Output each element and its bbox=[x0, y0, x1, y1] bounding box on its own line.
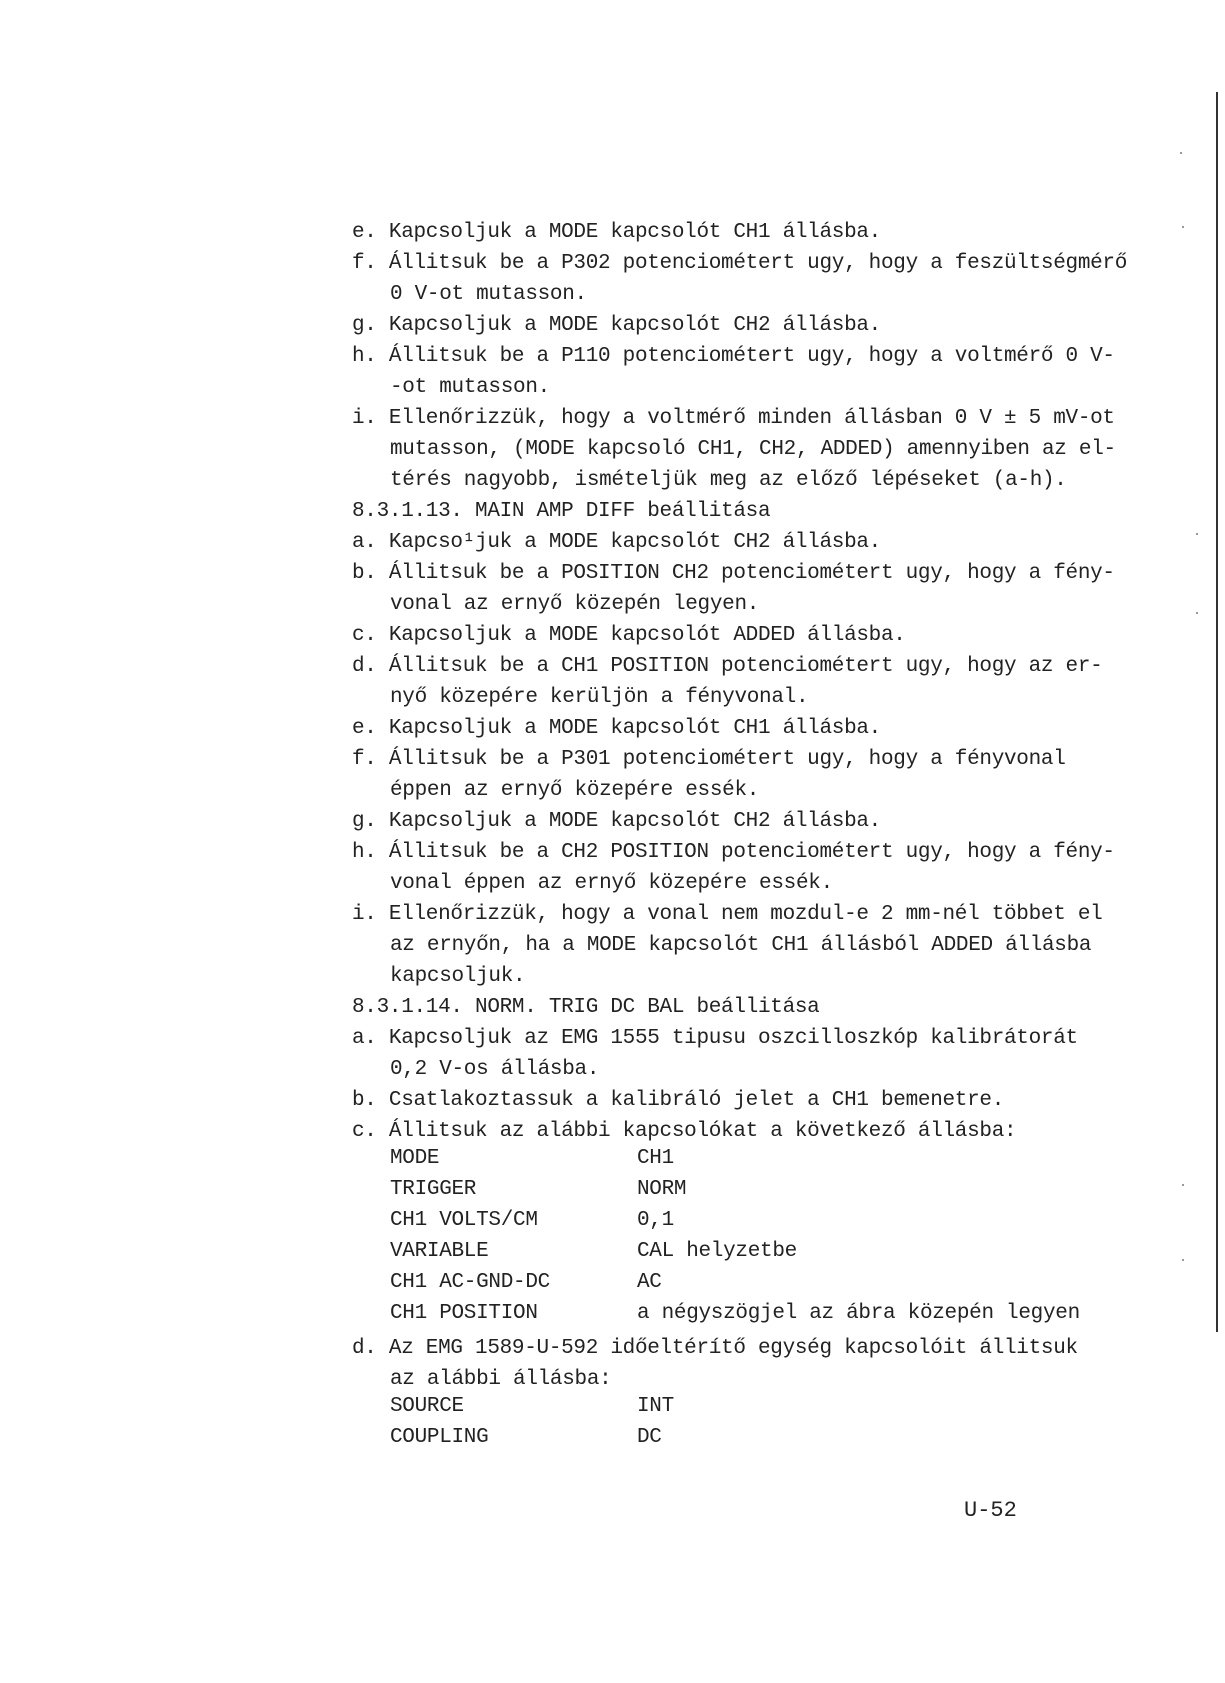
text-line: 0,2 V-os állásba. bbox=[390, 1058, 600, 1081]
setting-value: NORM bbox=[637, 1178, 687, 1201]
text-line: 0 V-ot mutasson. bbox=[390, 283, 587, 306]
setting-value: DC bbox=[637, 1426, 662, 1449]
setting-value: CAL helyzetbe bbox=[637, 1240, 797, 1263]
text-line: c. Állitsuk az alábbi kapcsolókat a következő állásba: bbox=[352, 1120, 1017, 1143]
text-line: g. Kapcsoljuk a MODE kapcsolót CH2 állásba. bbox=[352, 810, 881, 833]
setting-value: AC bbox=[637, 1271, 662, 1294]
text-line: i. Ellenőrizzük, hogy a voltmérő minden állásban 0 V ± 5 mV-ot bbox=[352, 407, 1115, 430]
setting-name: TRIGGER bbox=[390, 1178, 477, 1201]
setting-name: SOURCE bbox=[390, 1395, 464, 1418]
text-line: vonal éppen az ernyő közepére essék. bbox=[390, 872, 833, 895]
scan-speck bbox=[1196, 533, 1198, 535]
scan-speck bbox=[1182, 1184, 1184, 1186]
text-line: d. Állitsuk be a CH1 POSITION potenciométert ugy, hogy az er- bbox=[352, 655, 1103, 678]
setting-value: CH1 bbox=[637, 1147, 674, 1170]
text-line: h. Állitsuk be a P110 potenciométert ugy, hogy a voltmérő 0 V- bbox=[352, 345, 1115, 368]
setting-value: 0,1 bbox=[637, 1209, 674, 1232]
text-line: d. Az EMG 1589-U-592 időeltérítő egység kapcsolóit állitsuk bbox=[352, 1337, 1078, 1360]
text-line: e. Kapcsoljuk a MODE kapcsolót CH1 állásba. bbox=[352, 717, 881, 740]
right-edge-rule bbox=[1216, 92, 1218, 1332]
text-line: az alábbi állásba: bbox=[390, 1368, 612, 1391]
scan-speck bbox=[1182, 226, 1184, 228]
text-line: a. Kapcsoljuk az EMG 1555 tipusu oszcilloszkóp kalibrátorát bbox=[352, 1027, 1078, 1050]
text-line: b. Csatlakoztassuk a kalibráló jelet a CH1 bemenetre. bbox=[352, 1089, 1005, 1112]
text-line: kapcsoljuk. bbox=[390, 965, 526, 988]
text-line: a. Kapcso¹juk a MODE kapcsolót CH2 állásba. bbox=[352, 531, 881, 554]
text-line: f. Állitsuk be a P302 potenciométert ugy, hogy a feszültségmérő bbox=[352, 252, 1128, 275]
text-line: i. Ellenőrizzük, hogy a vonal nem mozdul-e 2 mm-nél többet el bbox=[352, 903, 1103, 926]
setting-name: COUPLING bbox=[390, 1426, 489, 1449]
section-heading: 8.3.1.14. NORM. TRIG DC BAL beállitása bbox=[352, 996, 820, 1019]
scan-speck bbox=[1196, 612, 1198, 614]
text-line: f. Állitsuk be a P301 potenciométert ugy, hogy a fényvonal bbox=[352, 748, 1066, 771]
text-line: térés nagyobb, ismételjük meg az előző lépéseket (a-h). bbox=[390, 469, 1067, 492]
text-line: h. Állitsuk be a CH2 POSITION potenciométert ugy, hogy a fény- bbox=[352, 841, 1115, 864]
text-line: c. Kapcsoljuk a MODE kapcsolót ADDED állásba. bbox=[352, 624, 906, 647]
setting-name: MODE bbox=[390, 1147, 440, 1170]
setting-value: a négyszögjel az ábra közepén legyen bbox=[637, 1302, 1080, 1325]
text-line: g. Kapcsoljuk a MODE kapcsolót CH2 állásba. bbox=[352, 314, 881, 337]
setting-name: VARIABLE bbox=[390, 1240, 489, 1263]
text-line: e. Kapcsoljuk a MODE kapcsolót CH1 állásba. bbox=[352, 221, 881, 244]
setting-name: CH1 VOLTS/CM bbox=[390, 1209, 538, 1232]
text-line: az ernyőn, ha a MODE kapcsolót CH1 állásból ADDED állásba bbox=[390, 934, 1092, 957]
setting-name: CH1 AC-GND-DC bbox=[390, 1271, 550, 1294]
setting-name: CH1 POSITION bbox=[390, 1302, 538, 1325]
text-line: éppen az ernyő közepére essék. bbox=[390, 779, 760, 802]
text-line: b. Állitsuk be a POSITION CH2 potenciométert ugy, hogy a fény- bbox=[352, 562, 1115, 585]
scan-speck bbox=[1180, 152, 1182, 154]
text-line: mutasson, (MODE kapcsoló CH1, CH2, ADDED) amennyiben az el- bbox=[390, 438, 1116, 461]
setting-value: INT bbox=[637, 1395, 674, 1418]
section-heading: 8.3.1.13. MAIN AMP DIFF beállitása bbox=[352, 500, 771, 523]
text-line: vonal az ernyő közepén legyen. bbox=[390, 593, 760, 616]
scan-speck bbox=[1182, 1259, 1184, 1261]
text-line: -ot mutasson. bbox=[390, 376, 550, 399]
page-number: U-52 bbox=[964, 1498, 1017, 1523]
text-line: nyő közepére kerüljön a fényvonal. bbox=[390, 686, 809, 709]
